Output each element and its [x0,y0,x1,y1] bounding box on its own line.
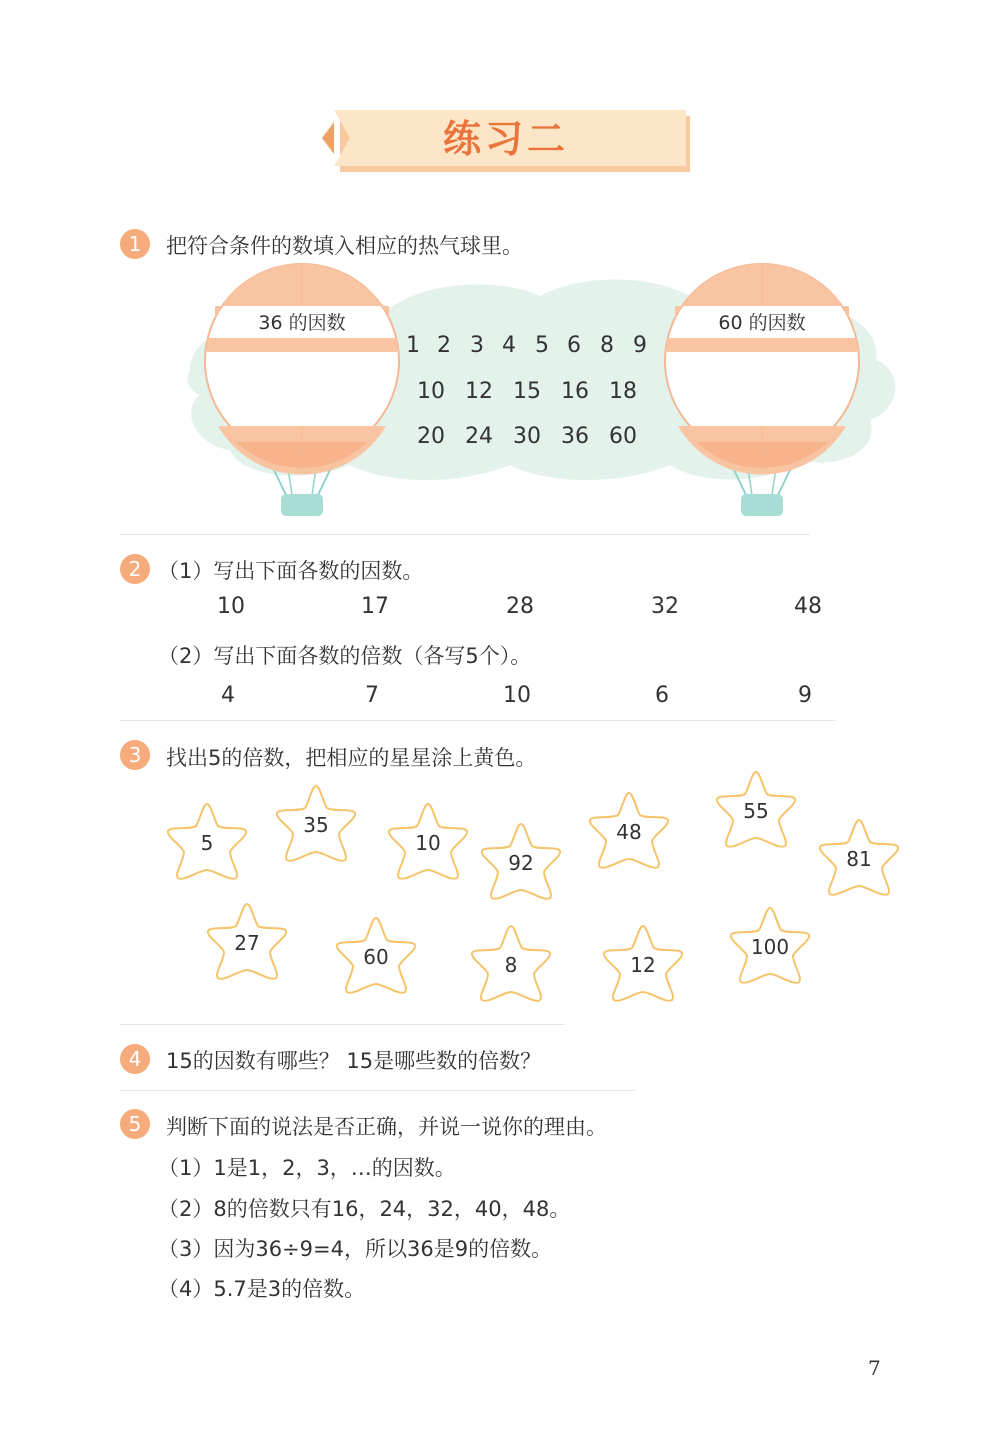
pool-number: 8 [600,333,614,358]
problem-4-prompt: 15的因数有哪些？ 15是哪些数的倍数？ [166,1049,542,1073]
problem-5-prompt: 判断下面的说法是否正确，并说一说你的理由。 [166,1115,607,1139]
pool-number: 1 [406,333,420,358]
pool-number: 10 [417,379,445,404]
pool-number: 30 [513,424,541,449]
problem-number-5: 5 [120,1109,150,1139]
right-balloon [665,264,859,516]
multiple-target: 10 [503,683,531,708]
star-number: 92 [508,851,534,875]
star[interactable] [713,768,799,850]
section-divider [120,720,835,721]
factor-target: 10 [217,594,245,619]
problem-number-4: 4 [120,1044,150,1074]
multiple-target: 9 [798,683,812,708]
balloon-scene [0,260,1000,530]
pool-number: 36 [561,424,589,449]
problem-2-part-2: （2）写出下面各数的倍数（各写5个）。 [158,644,532,668]
statement-item: （2）8的倍数只有16，24，32，40，48。 [158,1197,571,1221]
star-number: 27 [234,931,260,955]
pool-number: 16 [561,379,589,404]
pool-number: 9 [633,333,647,358]
star-number: 60 [363,945,389,969]
star-number: 10 [415,831,441,855]
problem-number-3: 3 [120,740,150,770]
statement-item: （1）1是1，2，3，…的因数。 [158,1156,456,1180]
problem-1-prompt: 把符合条件的数填入相应的热气球里。 [166,234,523,258]
pool-number: 60 [609,424,637,449]
star-number: 35 [303,813,329,837]
star-number: 5 [200,831,214,855]
star[interactable] [816,816,902,898]
star[interactable] [727,904,813,986]
statement-item: （3）因为36÷9=4，所以36是9的倍数。 [158,1237,553,1261]
star[interactable] [333,914,419,996]
factor-target: 48 [794,594,822,619]
section-divider [120,1090,635,1091]
multiple-target: 6 [655,683,669,708]
section-divider [120,534,810,535]
multiple-target: 4 [221,683,235,708]
pool-number: 15 [513,379,541,404]
pool-number: 4 [502,333,516,358]
statement-item: （4）5.7是3的倍数。 [158,1277,366,1301]
problem-3-prompt: 找出5的倍数，把相应的星星涂上黄色。 [166,746,537,770]
star[interactable] [468,922,554,1004]
pool-number: 20 [417,424,445,449]
balloon-label-36-factors: 36 的因数 [258,312,346,334]
cloud-and-balloons-graphic [0,260,1000,530]
page-title: 练习二 [442,116,569,161]
star-number: 55 [743,799,769,823]
pool-number: 5 [535,333,549,358]
pool-number: 2 [437,333,451,358]
star[interactable] [385,800,471,882]
star-number: 12 [630,953,656,977]
pool-number: 24 [465,424,493,449]
star-number: 48 [616,820,642,844]
factor-target: 32 [651,594,679,619]
balloon-label-60-factors: 60 的因数 [718,312,806,334]
star[interactable] [273,782,359,864]
star[interactable] [478,820,564,902]
factor-target: 17 [361,594,389,619]
pool-number: 6 [567,333,581,358]
section-divider [120,1024,565,1025]
star[interactable] [600,922,686,1004]
star-number: 8 [504,953,518,977]
star[interactable] [586,789,672,871]
title-banner [320,108,692,174]
factor-target: 28 [506,594,534,619]
pool-number: 18 [609,379,637,404]
pool-number: 12 [465,379,493,404]
star-number: 100 [750,935,790,959]
left-balloon [205,264,399,516]
problem-2-part-1: （1）写出下面各数的因数。 [158,559,424,583]
problem-number-1: 1 [120,229,150,259]
star[interactable] [204,900,290,982]
problem-number-2: 2 [120,554,150,584]
pool-number: 3 [470,333,484,358]
star[interactable] [164,800,250,882]
page-number: 7 [868,1356,881,1380]
star-number: 81 [846,847,872,871]
multiple-target: 7 [365,683,379,708]
